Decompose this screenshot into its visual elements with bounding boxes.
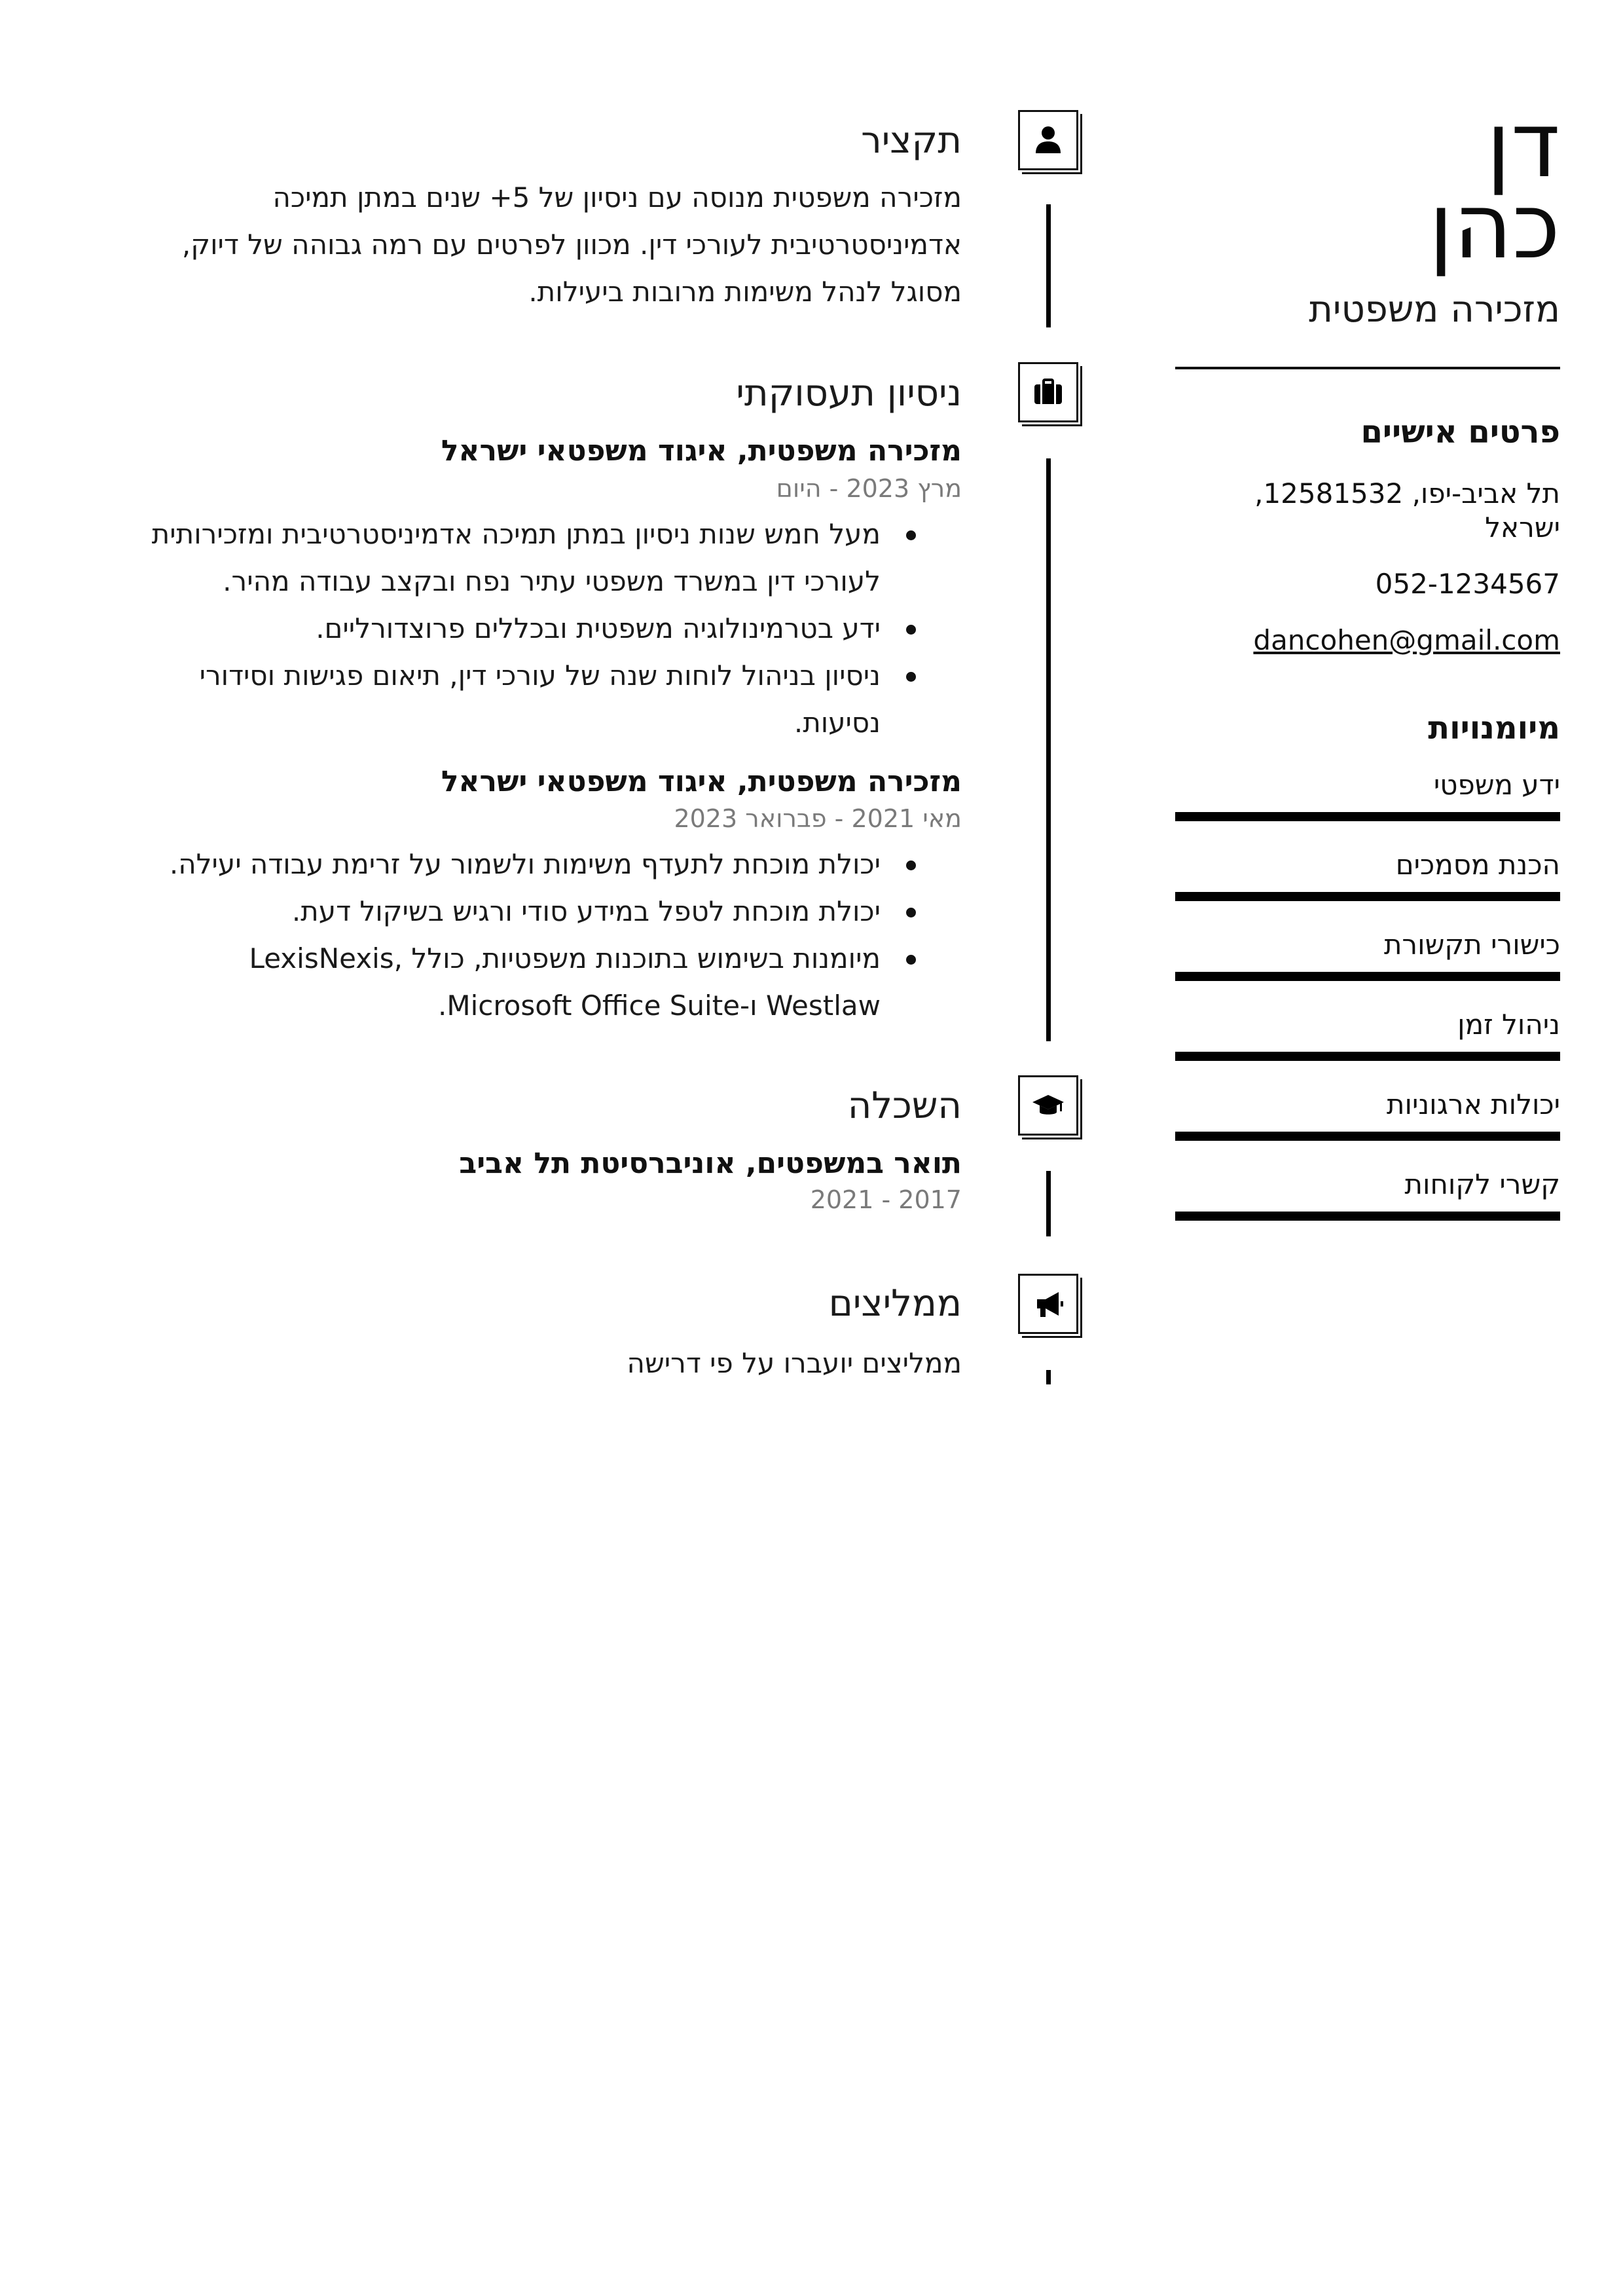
skill-bar (1175, 1052, 1560, 1061)
job-bullets-2 (137, 841, 962, 1029)
megaphone-icon (1031, 1287, 1065, 1321)
job-bullet: מעל חמש שנות ניסיון במתן תמיכה אדמיניסטרטיבית ומזכירותית לעורכי דין במשרד משפטי עתיר נפח ובקצב עבודה מהיר. (137, 511, 962, 605)
skill-item (1175, 927, 1560, 981)
job-bullet: מיומנות בשימוש בתוכנות משפטיות, כולל LexisNexis, Westlaw ו-Microsoft Office Suite. (137, 935, 962, 1029)
first-name: דן (1486, 92, 1560, 198)
skill-bar (1175, 892, 1560, 901)
user-icon (1031, 123, 1065, 157)
skill-label: כישורי תקשורת (1383, 929, 1560, 961)
skill-label: ידע משפטי (1433, 769, 1560, 801)
skill-label: הכנת מסמכים (1395, 849, 1560, 881)
phone: 052-1234567 (1375, 568, 1560, 600)
personal-details-heading: פרטים אישיים (1360, 414, 1560, 451)
skill-bar (1175, 972, 1560, 981)
last-name: כהן (1429, 174, 1560, 279)
job-bullets-1 (137, 511, 962, 747)
sidebar-divider (1175, 367, 1560, 369)
candidate-name (1175, 92, 1560, 279)
summary-heading: תקציר (861, 119, 962, 162)
timeline-line (1046, 458, 1051, 1041)
sidebar (1175, 92, 1560, 1221)
references-icon-box (1018, 1274, 1078, 1334)
skills-heading: מיומנויות (1428, 710, 1560, 747)
skill-level (1175, 1132, 1560, 1141)
skill-label: ניהול זמן (1457, 1009, 1560, 1041)
briefcase-icon (1031, 375, 1065, 409)
skill-level (1175, 972, 1560, 981)
experience-icon-box (1018, 362, 1078, 422)
references-text: ממליצים יועברו על פי דרישה (627, 1347, 962, 1379)
skill-label: יכולות ארגוניות (1386, 1088, 1560, 1120)
skill-item (1175, 847, 1560, 901)
timeline-line (1046, 204, 1051, 327)
skill-bar (1175, 1212, 1560, 1221)
education-heading: השכלה (847, 1084, 962, 1127)
references-heading: ממליצים (828, 1282, 962, 1325)
job-bullet: ידע בטרמינולוגיה משפטית ובכללים פרוצדורליים. (137, 605, 962, 652)
education-icon-box (1018, 1075, 1078, 1136)
job-bullet: ניסיון בניהול לוחות שנה של עורכי דין, תיאום פגישות וסידורי נסיעות. (137, 652, 962, 747)
address: תל אביב-יפו, 12581532, ישראל (1254, 477, 1560, 544)
summary-text: מזכירה משפטית מנוסה עם ניסיון של 5+ שנים במתן תמיכה אדמיניסטרטיבית לעורכי דין. מכוון לפרטים עם רמה גבוהה של דיוק, מסוגל לנהל משימות מרובות ביעילות. (181, 181, 962, 308)
skill-level (1175, 812, 1560, 821)
skill-item (1175, 1167, 1560, 1221)
job-title-1: מזכירה משפטית, איגוד משפטאי ישראל (441, 434, 962, 468)
experience-heading: ניסיון תעסוקתי (736, 372, 962, 415)
skills-list (1175, 768, 1560, 1221)
skill-level (1175, 1052, 1560, 1061)
job-bullet: יכולת מוכחת לטפל במידע סודי ורגיש בשיקול דעת. (137, 888, 962, 935)
graduation-cap-icon (1031, 1088, 1065, 1122)
skill-item (1175, 1087, 1560, 1141)
skill-item (1175, 1007, 1560, 1061)
job-dates-1: מרץ 2023 - היום (776, 474, 962, 503)
skill-item (1175, 768, 1560, 821)
job-dates-2: מאי 2021 - פברואר 2023 (674, 804, 962, 833)
skill-bar (1175, 812, 1560, 821)
timeline-line (1046, 1171, 1051, 1236)
job-title: מזכירה משפטית (1309, 288, 1560, 331)
skill-bar (1175, 1132, 1560, 1141)
degree: תואר במשפטים, אוניברסיטת תל אביב (459, 1147, 962, 1180)
skill-level (1175, 1212, 1560, 1221)
email-link[interactable]: dancohen@gmail.com (1253, 624, 1560, 656)
timeline-line (1046, 1370, 1051, 1384)
job-title-2: מזכירה משפטית, איגוד משפטאי ישראל (441, 765, 962, 798)
skill-label: קשרי לקוחות (1404, 1168, 1560, 1200)
job-bullet: יכולת מוכחת לתעדף משימות ולשמור על זרימת עבודה יעילה. (137, 841, 962, 888)
education-dates: 2017 - 2021 (810, 1185, 962, 1214)
summary-icon-box (1018, 110, 1078, 170)
skill-level (1175, 892, 1560, 901)
